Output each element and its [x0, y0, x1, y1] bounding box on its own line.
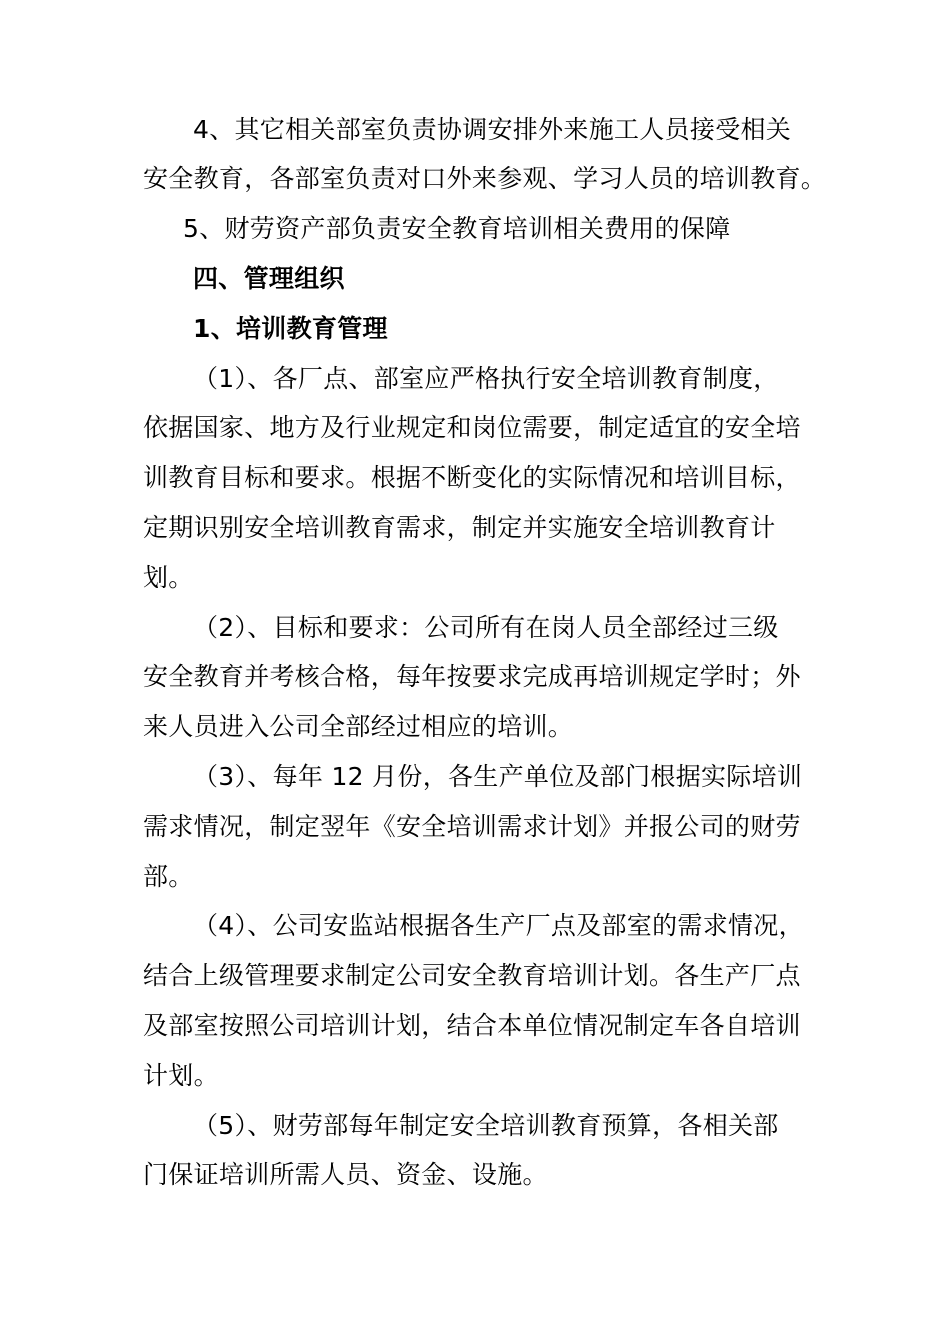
item-1-line-3: 训教育目标和要求。根据不断变化的实际情况和培训目标，	[143, 463, 801, 492]
item-1-line-4: 定期识别安全培训教育需求，制定并实施安全培训教育计	[143, 513, 776, 542]
subsection-heading-1: 1、培训教育管理	[193, 314, 388, 343]
item-1-line-1: （1）、各厂点、部室应严格执行安全培训教育制度，	[193, 364, 779, 393]
item-2-line-2: 安全教育并考核合格，每年按要求完成再培训规定学时；外	[143, 662, 801, 691]
paragraph-5: 5、财劳资产部负责安全教育培训相关费用的保障	[183, 214, 731, 243]
item-1-line-2: 依据国家、地方及行业规定和岗位需要，制定适宜的安全培	[143, 413, 801, 442]
paragraph-4-line-1: 4、其它相关部室负责协调安排外来施工人员接受相关	[193, 115, 792, 144]
item-3-line-1: （3）、每年 12 月份，各生产单位及部门根据实际培训	[193, 762, 803, 791]
item-4-line-3: 及部室按照公司培训计划，结合本单位情况制定车各自培训	[143, 1011, 801, 1040]
item-2-line-3: 来人员进入公司全部经过相应的培训。	[143, 712, 574, 741]
item-2-line-1: （2）、目标和要求：公司所有在岗人员全部经过三级	[193, 613, 779, 642]
item-3-line-3: 部。	[143, 862, 194, 891]
item-5-line-2: 门保证培训所需人员、资金、设施。	[143, 1160, 548, 1189]
section-heading-4: 四、管理组织	[193, 264, 345, 293]
item-4-line-1: （4）、公司安监站根据各生产厂点及部室的需求情况，	[193, 911, 804, 940]
item-4-line-2: 结合上级管理要求制定公司安全教育培训计划。各生产厂点	[143, 961, 801, 990]
item-1-line-5: 划。	[143, 563, 194, 592]
item-3-line-2: 需求情况，制定翌年《安全培训需求计划》并报公司的财劳	[143, 812, 801, 841]
item-4-line-4: 计划。	[143, 1061, 219, 1090]
item-5-line-1: （5）、财劳部每年制定安全培训教育预算，各相关部	[193, 1111, 779, 1140]
paragraph-4-line-2: 安全教育，各部室负责对口外来参观、学习人员的培训教育。	[143, 164, 827, 193]
